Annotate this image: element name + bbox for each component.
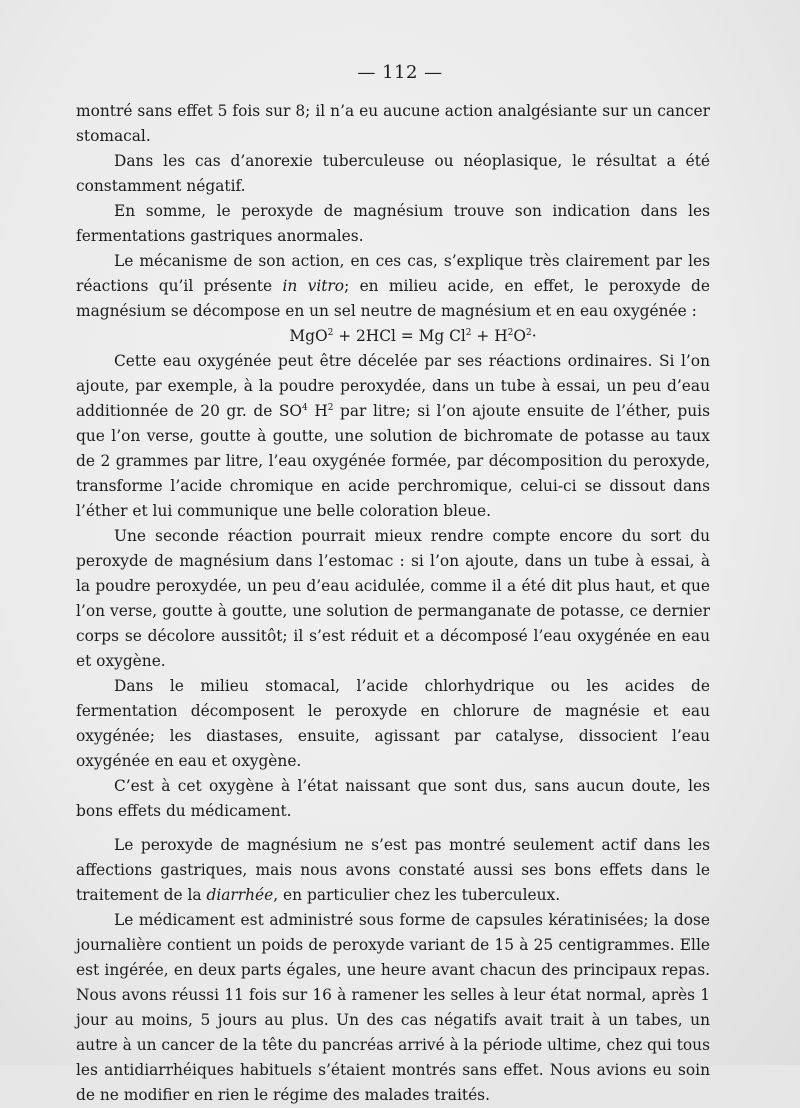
formula-part: ·	[531, 327, 537, 345]
formula-part: MgO	[289, 327, 328, 345]
text-segment: Cette eau oxygénée peut être décelée par ses réactions ordinaires. Si l’on ajoute, par exemple, à la poudre peroxydée, dans un tube à essai, un peu d’eau additionnée de 20 gr. de SO	[76, 352, 710, 420]
formula-sup: 2	[327, 403, 334, 413]
formula-sup: 2	[526, 328, 532, 338]
paragraph-eau-oxygenee	[76, 349, 710, 524]
text-segment: ; en milieu acide, en effet, le peroxyde de magnésium se décompose en un sel neutre de magnésium et en eau oxygénée :	[76, 277, 711, 320]
paragraph-diarrhee	[76, 833, 710, 908]
chemical-equation	[76, 324, 710, 349]
emphasis-diarrhee: diarrhée	[206, 886, 274, 904]
paragraph-anorexie: Dans les cas d’anorexie tuberculeuse ou néoplasique, le résultat a été constamment négatif.	[76, 152, 710, 195]
page-number: — 112 —	[357, 62, 443, 83]
paragraph-administration: Le médicament est administré sous forme de capsules kératinisées; la dose journalière contient un poids de peroxyde variant de 15 à 25 centigrammes. Elle est ingérée, en deux parts égales, une heure avant chacun des principaux repas. Nous avons réussi 11 fois sur 16 à ramener les selles à leur état normal, après 1 jour au moins, 5 jours au plus. Un des cas négatifs avait trait à un tabes, un autre à un cancer de la tête du pancréas arrivé à la période ultime, chez qui tous les antidiarrhéiques habituels s’étaient montrés sans effet. Nous avions eu soin de ne modifier en rien le régime des malades traités.	[76, 911, 710, 1104]
formula-part: + H	[471, 327, 508, 345]
formula-sup: 2	[507, 328, 514, 338]
paragraph-oxygene-naissant: C’est à cet oxygène à l’état naissant que sont dus, sans aucun doute, les bons effets du médicament.	[76, 777, 710, 820]
formula-sup: 4	[302, 403, 308, 413]
emphasis-in-vitro: in vitro	[282, 277, 345, 295]
text-segment: H	[307, 402, 328, 420]
paragraph-milieu-stomacal: Dans le milieu stomacal, l’acide chlorhydrique ou les acides de fermentation décomposent le peroxyde en chlorure de magnésie et eau oxygénée; les diastases, ensuite, agissant par catalyse, dissocient l’eau oxygénée en eau et oxygène.	[76, 677, 710, 770]
formula-part: O	[513, 327, 526, 345]
body-text	[76, 99, 710, 1108]
text-segment: , en particulier chez les tuberculeux.	[273, 886, 561, 904]
paragraph-continuation: montré sans effet 5 fois sur 8; il n’a eu aucune action analgésiante sur un cancer stomacal.	[76, 102, 710, 145]
text-segment: par litre; si l’on ajoute ensuite de l’éther, puis que l’on verse, goutte à goutte, une solution de bichromate de potasse au taux de 2 grammes par litre, l’eau oxygénée formée, par décomposition du peroxyde, transforme l’acide chromique en acide perchromique, celui-ci se dissout dans l’éther et lui communique une belle coloration bleue.	[76, 402, 710, 520]
paragraph-en-somme: En somme, le peroxyde de magnésium trouve son indication dans les fermentations gastriques anormales.	[76, 202, 710, 245]
formula-sup: 2	[327, 328, 334, 338]
formula-part: + 2HCl = Mg Cl	[333, 327, 466, 345]
formula-sup: 2	[465, 328, 472, 338]
paragraph-mecanisme	[76, 249, 710, 324]
text-segment: Le mécanisme de son action, en ces cas, s’explique très clairement par les réactions qu’il présente	[76, 252, 710, 295]
paragraph-seconde-reaction: Une seconde réaction pourrait mieux rendre compte encore du sort du peroxyde de magnésium dans l’estomac : si l’on ajoute, dans un tube à essai, à la poudre peroxydée, un peu d’eau acidulée, comme il a été dit plus haut, et que l’on verse, goutte à goutte, une solution de permanganate de potasse, ce dernier corps se décolore aussitôt; il s’est réduit et a décomposé l’eau oxygénée en eau et oxygène.	[76, 527, 710, 670]
text-segment: Le peroxyde de magnésium ne s’est pas montré seulement actif dans les affections gastriques, mais nous avons constaté aussi ses bons effets dans le traitement de la	[76, 836, 710, 904]
